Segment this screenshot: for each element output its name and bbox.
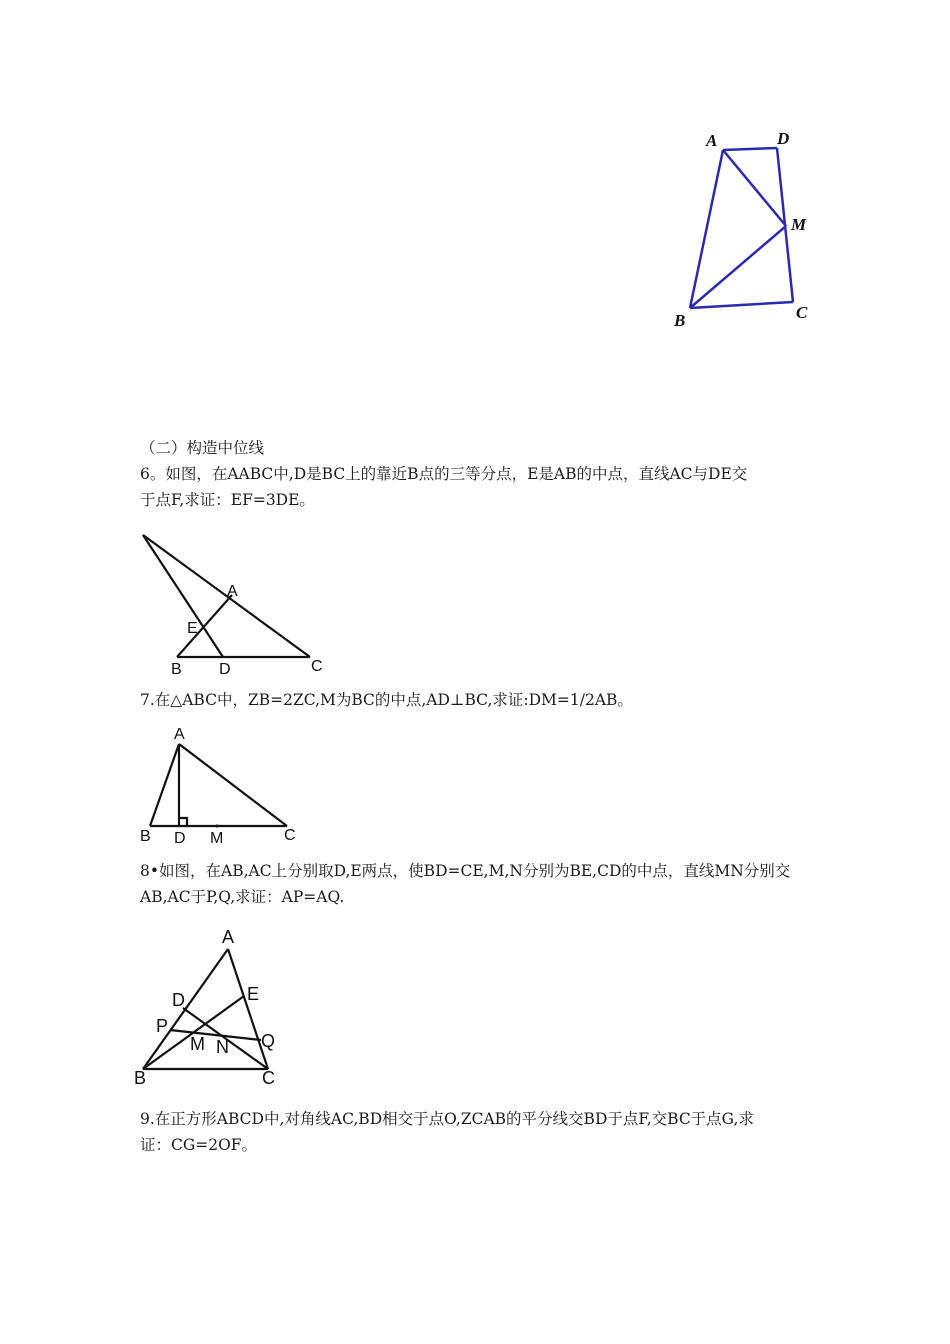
problem6-line2: 于点F,求证：EF=3DE。 <box>140 491 315 509</box>
label-d: D <box>174 830 186 847</box>
segment-b-a <box>177 595 232 657</box>
segment-am <box>723 150 786 226</box>
label-c: C <box>796 303 808 322</box>
segment-a-b <box>150 744 179 826</box>
label-e: E <box>247 984 260 1004</box>
label-b: B <box>140 828 151 845</box>
problem8-line1: 8•如图，在AB,AC上分别取D,E两点，使BD=CE,M,N分别为BE,CD的中点，直线MN分别交 <box>140 862 791 880</box>
label-c: C <box>311 658 323 675</box>
label-a: A <box>222 927 235 947</box>
label-a: A <box>227 583 238 600</box>
label-m: M <box>190 1034 205 1054</box>
segment-a-c <box>228 949 268 1069</box>
segment-f-d <box>143 535 223 657</box>
label-a: A <box>706 131 718 150</box>
label-c: C <box>284 827 296 844</box>
problem9-line2: 证：CG=2OF。 <box>140 1136 258 1154</box>
label-d: D <box>172 990 185 1010</box>
segment-a-c <box>179 744 287 826</box>
problem7-line1: 7.在△ABC中，ZB=2ZC,M为BC的中点,AD⊥BC,求证:DM=1/2AB。 <box>140 691 633 709</box>
trapezoid-lines <box>690 148 793 308</box>
midpoint-m-dot <box>216 825 219 828</box>
problem8-figure <box>130 922 300 1092</box>
problem9-line1: 9.在正方形ABCD中,对角线AC,BD相交于点O,ZCAB的平分线交BD于点F,交BC于点G,求 <box>140 1110 754 1128</box>
label-c: C <box>262 1068 275 1088</box>
trapezoid-figure <box>660 120 840 340</box>
label-b: B <box>134 1068 147 1088</box>
label-p: P <box>156 1016 169 1036</box>
label-d: D <box>777 129 790 148</box>
label-n: N <box>216 1037 229 1057</box>
problem8-line2: AB,AC于P,Q,求证：AP=AQ. <box>140 888 345 906</box>
label-q: Q <box>261 1031 276 1051</box>
section-heading: （二）构造中位线 <box>140 439 265 457</box>
label-b: B <box>674 311 686 330</box>
label-e: E <box>187 620 198 637</box>
problem6-figure <box>130 525 340 680</box>
segment-ad <box>723 148 777 150</box>
label-a: A <box>174 726 185 743</box>
label-m: M <box>791 215 807 234</box>
segment-cb <box>690 302 793 308</box>
label-m: M <box>210 830 224 847</box>
label-b: B <box>171 661 182 678</box>
label-d: D <box>219 661 231 678</box>
problem6-line1: 6。如图，在AABC中,D是BC上的靠近B点的三等分点，E是AB的中点，直线AC与DE交 <box>140 465 748 483</box>
right-angle-mark <box>179 818 187 826</box>
problem7-figure <box>130 722 310 847</box>
